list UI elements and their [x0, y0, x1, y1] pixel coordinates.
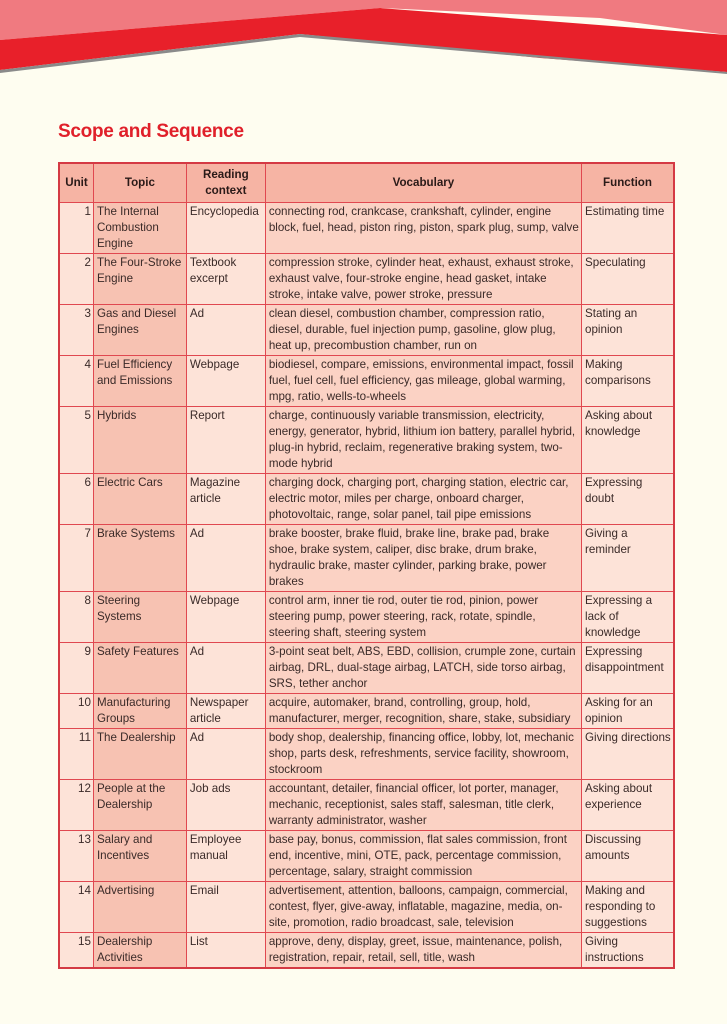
- cell-vocabulary: accountant, detailer, financial officer, lot porter, manager, mechanic, receptionist, sales staff, salesman, title clerk, warranty administrator, washer: [265, 780, 581, 831]
- cell-topic: Safety Features: [93, 643, 186, 694]
- cell-unit: 3: [59, 305, 93, 356]
- cell-unit: 10: [59, 694, 93, 729]
- cell-function: Asking for an opinion: [582, 694, 674, 729]
- header-topic: Topic: [93, 163, 186, 203]
- cell-topic: Manufacturing Groups: [93, 694, 186, 729]
- cell-unit: 8: [59, 592, 93, 643]
- cell-unit: 6: [59, 474, 93, 525]
- cell-context: Magazine article: [186, 474, 265, 525]
- cell-topic: Fuel Efficiency and Emissions: [93, 356, 186, 407]
- cell-function: Giving directions: [582, 729, 674, 780]
- cell-function: Making comparisons: [582, 356, 674, 407]
- table-row: [59, 882, 674, 933]
- cell-unit: 14: [59, 882, 93, 933]
- table-row: [59, 729, 674, 780]
- cell-topic: Steering Systems: [93, 592, 186, 643]
- table-row: [59, 305, 674, 356]
- cell-topic: Dealership Activities: [93, 933, 186, 969]
- cell-context: Newspaper article: [186, 694, 265, 729]
- cell-unit: 11: [59, 729, 93, 780]
- cell-vocabulary: biodiesel, compare, emissions, environmental impact, fossil fuel, fuel cell, fuel efficiency, gas mileage, global warming, mpg, ratio, wells-to-wheels: [265, 356, 581, 407]
- table-row: [59, 474, 674, 525]
- cell-topic: Hybrids: [93, 407, 186, 474]
- cell-function: Giving instructions: [582, 933, 674, 969]
- table-row: [59, 203, 674, 254]
- table-row: [59, 643, 674, 694]
- cell-topic: The Dealership: [93, 729, 186, 780]
- cell-unit: 15: [59, 933, 93, 969]
- cell-context: Ad: [186, 729, 265, 780]
- cell-unit: 9: [59, 643, 93, 694]
- cell-function: Expressing disappointment: [582, 643, 674, 694]
- cell-function: Asking about experience: [582, 780, 674, 831]
- scope-sequence-table: [58, 162, 675, 969]
- cell-context: Job ads: [186, 780, 265, 831]
- cell-context: Ad: [186, 305, 265, 356]
- cell-context: Employee manual: [186, 831, 265, 882]
- cell-vocabulary: connecting rod, crankcase, crankshaft, cylinder, engine block, fuel, head, piston ring, piston, spark plug, sump, valve: [265, 203, 581, 254]
- cell-unit: 12: [59, 780, 93, 831]
- cell-function: Making and responding to suggestions: [582, 882, 674, 933]
- cell-vocabulary: control arm, inner tie rod, outer tie rod, pinion, power steering pump, power steering, rack, rotate, spindle, steering shaft, steering system: [265, 592, 581, 643]
- cell-context: Email: [186, 882, 265, 933]
- cell-topic: The Four-Stroke Engine: [93, 254, 186, 305]
- cell-vocabulary: charging dock, charging port, charging station, electric car, electric motor, miles per charge, onboard charger, photovoltaic, range, solar panel, tail pipe emissions: [265, 474, 581, 525]
- header-reading-context: Reading context: [186, 163, 265, 203]
- cell-vocabulary: charge, continuously variable transmission, electricity, energy, generator, hybrid, lithium ion battery, parallel hybrid, plug-in hybrid, reclaim, regenerative braking system, two-mode hybrid: [265, 407, 581, 474]
- cell-context: Encyclopedia: [186, 203, 265, 254]
- table-row: [59, 407, 674, 474]
- cell-topic: Gas and Diesel Engines: [93, 305, 186, 356]
- cell-context: List: [186, 933, 265, 969]
- cell-function: Asking about knowledge: [582, 407, 674, 474]
- cell-vocabulary: approve, deny, display, greet, issue, maintenance, polish, registration, repair, retail, sell, title, wash: [265, 933, 581, 969]
- cell-vocabulary: base pay, bonus, commission, flat sales commission, front end, incentive, mini, OTE, pack, percentage commission, percentage, salary, straight commission: [265, 831, 581, 882]
- cell-context: Webpage: [186, 356, 265, 407]
- table-row: [59, 356, 674, 407]
- cell-vocabulary: compression stroke, cylinder heat, exhaust, exhaust stroke, exhaust valve, four-stroke engine, head gasket, intake stroke, intake valve, power stroke, pressure: [265, 254, 581, 305]
- table-row: [59, 780, 674, 831]
- cell-function: Discussing amounts: [582, 831, 674, 882]
- table-row: [59, 254, 674, 305]
- cell-context: Report: [186, 407, 265, 474]
- cell-topic: Electric Cars: [93, 474, 186, 525]
- cell-topic: People at the Dealership: [93, 780, 186, 831]
- header-unit: Unit: [59, 163, 93, 203]
- cell-function: Speculating: [582, 254, 674, 305]
- cell-vocabulary: clean diesel, combustion chamber, compression ratio, diesel, durable, fuel injection pump, gasoline, glow plug, heat up, precombustion chamber, run on: [265, 305, 581, 356]
- cell-function: Expressing a lack of knowledge: [582, 592, 674, 643]
- cell-vocabulary: brake booster, brake fluid, brake line, brake pad, brake shoe, brake system, caliper, disc brake, drum brake, hydraulic brake, master cylinder, parking brake, power brakes: [265, 525, 581, 592]
- cell-vocabulary: body shop, dealership, financing office, lobby, lot, mechanic shop, parts desk, refreshments, service facility, showroom, stockroom: [265, 729, 581, 780]
- table-row: [59, 525, 674, 592]
- cell-topic: The Internal Combustion Engine: [93, 203, 186, 254]
- table-header-row: [59, 163, 674, 203]
- cell-topic: Brake Systems: [93, 525, 186, 592]
- cell-context: Ad: [186, 643, 265, 694]
- cell-context: Textbook excerpt: [186, 254, 265, 305]
- page-title: Scope and Sequence: [58, 121, 244, 142]
- cell-context: Ad: [186, 525, 265, 592]
- table-row: [59, 592, 674, 643]
- cell-topic: Salary and Incentives: [93, 831, 186, 882]
- table-row: [59, 694, 674, 729]
- cell-unit: 2: [59, 254, 93, 305]
- cell-context: Webpage: [186, 592, 265, 643]
- decorative-header-banner: [0, 0, 727, 80]
- header-vocabulary: Vocabulary: [265, 163, 581, 203]
- cell-vocabulary: acquire, automaker, brand, controlling, group, hold, manufacturer, merger, recognition, share, stake, subsidiary: [265, 694, 581, 729]
- cell-unit: 5: [59, 407, 93, 474]
- cell-unit: 4: [59, 356, 93, 407]
- cell-vocabulary: 3-point seat belt, ABS, EBD, collision, crumple zone, curtain airbag, DRL, dual-stage airbag, LATCH, side torso airbag, SRS, tether anchor: [265, 643, 581, 694]
- cell-function: Expressing doubt: [582, 474, 674, 525]
- cell-function: Giving a reminder: [582, 525, 674, 592]
- cell-unit: 7: [59, 525, 93, 592]
- cell-function: Stating an opinion: [582, 305, 674, 356]
- cell-unit: 13: [59, 831, 93, 882]
- table-row: [59, 933, 674, 969]
- table-row: [59, 831, 674, 882]
- cell-vocabulary: advertisement, attention, balloons, campaign, commercial, contest, flyer, give-away, inflatable, magazine, media, on-site, promotion, radio broadcast, sale, television: [265, 882, 581, 933]
- cell-topic: Advertising: [93, 882, 186, 933]
- cell-function: Estimating time: [582, 203, 674, 254]
- cell-unit: 1: [59, 203, 93, 254]
- header-function: Function: [582, 163, 674, 203]
